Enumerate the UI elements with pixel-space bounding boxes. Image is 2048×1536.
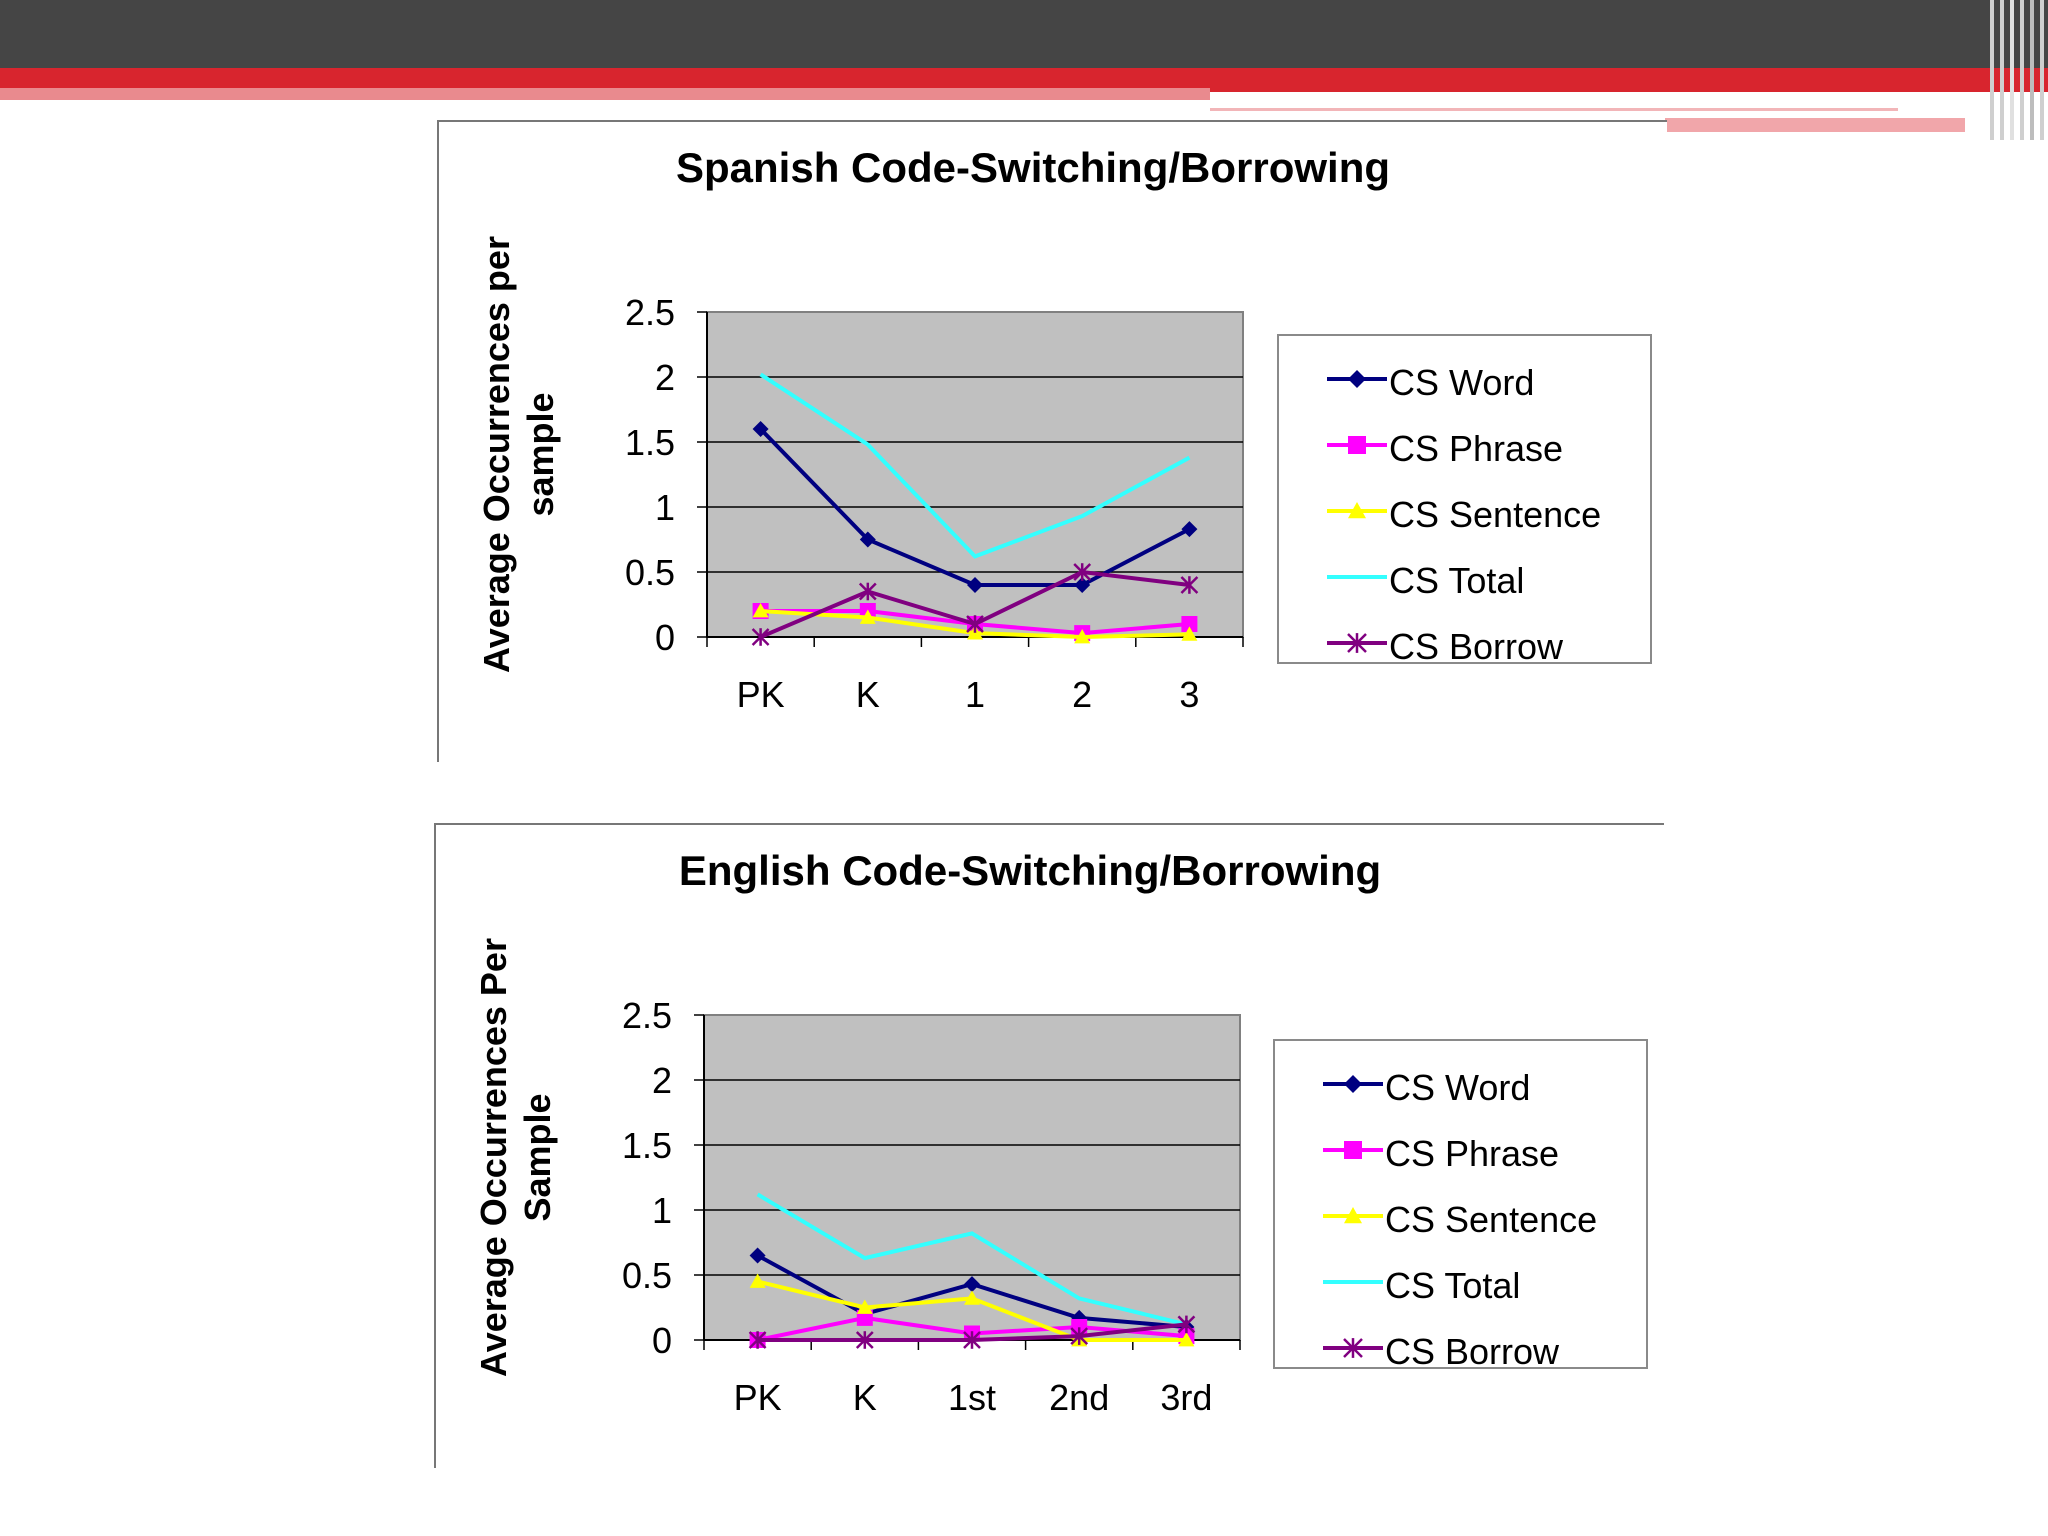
- legend-swatch-cs-borrow: [1327, 628, 1387, 658]
- legend-label: CS Word: [1385, 1067, 1531, 1108]
- x-tick-label: K: [855, 674, 880, 715]
- x-tick-label: 1st: [947, 1377, 997, 1418]
- legend-label: CS Borrow: [1385, 1331, 1560, 1372]
- legend-label: CS Total: [1385, 1265, 1521, 1306]
- legend-item-cs-sentence: [1279, 486, 1654, 536]
- legend-item-cs-word: [1275, 1059, 1650, 1109]
- legend-swatch-cs-phrase: [1327, 430, 1387, 460]
- x-tick-label: 3: [1179, 674, 1200, 715]
- x-tick-label: PK: [733, 1377, 782, 1418]
- legend-item-cs-word: [1279, 354, 1654, 404]
- y-tick-label: 2.5: [621, 995, 672, 1036]
- legend-swatch-cs-sentence: [1327, 496, 1387, 526]
- legend-swatch-cs-sentence: [1323, 1201, 1383, 1231]
- y-tick-label: 2: [654, 357, 675, 398]
- legend-swatch-cs-word: [1327, 364, 1387, 394]
- x-tick-label: 2nd: [1049, 1377, 1110, 1418]
- english-chart-legend: [1273, 1039, 1648, 1372]
- spanish-chart: [437, 120, 1667, 762]
- x-tick-label: 2: [1072, 674, 1093, 715]
- english-chart: [434, 823, 1664, 1468]
- spanish-chart-plot: [439, 122, 1390, 762]
- legend-swatch-cs-total: [1327, 562, 1387, 592]
- legend-label: CS Sentence: [1385, 1199, 1598, 1240]
- slide-decorative-stripes: [1986, 0, 2048, 140]
- y-axis-label: [476, 236, 561, 673]
- x-tick-label: 3rd: [1160, 1377, 1213, 1418]
- legend-label: CS Word: [1389, 362, 1535, 403]
- legend-item-cs-phrase: [1279, 420, 1654, 470]
- legend-item-cs-borrow: [1279, 618, 1654, 668]
- y-axis-label-line-2: Sample: [517, 1093, 558, 1222]
- legend-item-cs-total: [1275, 1257, 1650, 1307]
- legend-label: CS Borrow: [1389, 626, 1564, 667]
- legend-swatch-cs-borrow: [1323, 1333, 1383, 1363]
- x-tick-label: PK: [736, 674, 785, 715]
- slide-accent-strip: [1665, 118, 1965, 132]
- english-chart-plot: [436, 825, 1382, 1468]
- legend-swatch-cs-word: [1323, 1069, 1383, 1099]
- x-tick-label: 1: [964, 674, 986, 715]
- y-tick-label: 1: [654, 487, 675, 528]
- legend-swatch-cs-total: [1323, 1267, 1383, 1297]
- y-tick-label: 2.5: [624, 292, 675, 333]
- chart-title: Spanish Code-Switching/Borrowing: [676, 144, 1390, 191]
- legend-label: CS Phrase: [1389, 428, 1564, 469]
- legend-item-cs-total: [1279, 552, 1654, 602]
- legend-item-cs-sentence: [1275, 1191, 1650, 1241]
- legend-swatch-cs-phrase: [1323, 1135, 1383, 1165]
- y-axis-label: [473, 938, 558, 1377]
- legend-swatch-marker: [1348, 370, 1366, 388]
- slide-accent-band-light: [0, 88, 1210, 100]
- y-axis-label-line-1: Average Occurrences per: [476, 236, 517, 673]
- slide-header-bar: [0, 0, 2048, 68]
- y-tick-label: 0: [651, 1320, 672, 1361]
- legend-label: CS Phrase: [1385, 1133, 1560, 1174]
- legend-swatch-marker: [1344, 1141, 1362, 1159]
- legend-label: CS Sentence: [1389, 494, 1602, 535]
- y-axis-label-line-2: sample: [520, 392, 561, 517]
- legend-label: CS Total: [1389, 560, 1525, 601]
- legend-swatch-marker: [1348, 436, 1366, 454]
- y-tick-label: 2: [651, 1060, 672, 1101]
- y-tick-label: 0: [654, 617, 675, 658]
- y-axis-label-line-1: Average Occurrences Per: [473, 938, 514, 1377]
- spanish-chart-legend: [1277, 334, 1652, 667]
- chart-title: English Code-Switching/Borrowing: [678, 847, 1382, 894]
- legend-item-cs-phrase: [1275, 1125, 1650, 1175]
- legend-swatch-marker: [1344, 1075, 1362, 1093]
- y-tick-label: 0.5: [621, 1255, 672, 1296]
- legend-item-cs-borrow: [1275, 1323, 1650, 1373]
- x-tick-label: K: [852, 1377, 877, 1418]
- y-tick-label: 0.5: [624, 552, 675, 593]
- y-tick-label: 1.5: [621, 1125, 672, 1166]
- y-tick-label: 1.5: [624, 422, 675, 463]
- y-tick-label: 1: [651, 1190, 672, 1231]
